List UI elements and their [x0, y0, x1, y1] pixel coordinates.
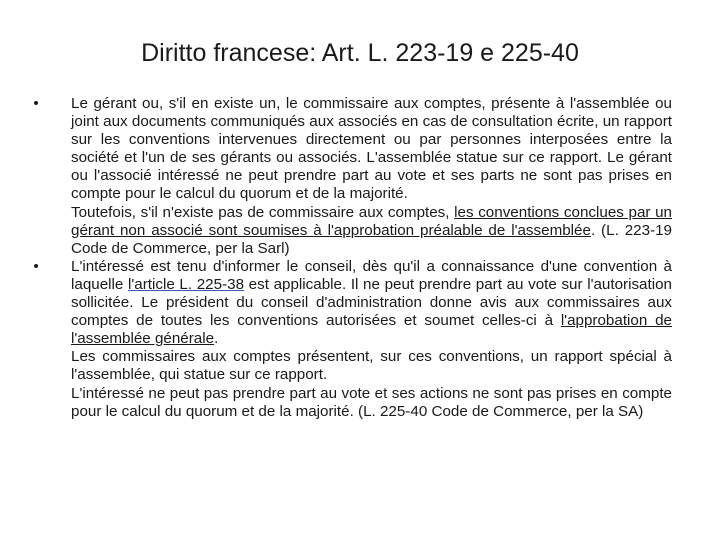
slide-body — [30, 95, 672, 421]
bullet-marker: • — [33, 257, 39, 275]
underlined-text: l'approbation de l'assemblée générale — [71, 312, 672, 348]
underlined-text: les conventions conclues par un gérant non associé sont soumises à l'approbation préalable de l'assemblée — [71, 203, 672, 239]
bullet-marker: • — [33, 95, 39, 112]
bullet-paragraph: Les commissaires aux comptes présentent, sur ces conventions, un rapport spécial à l'assemblée, qui statue sur ce rapport. — [71, 348, 672, 384]
paragraph-text: . (L. 223-19 Code de Commerce, per la Sarl) — [71, 221, 672, 257]
bullet-paragraph — [71, 204, 672, 258]
paragraph-text: . — [214, 330, 219, 348]
paragraph-text: Toutefois, s'il n'existe pas de commissaire aux comptes, — [71, 203, 455, 221]
slide-title: Diritto francese: Art. L. 223-19 e 225-40 — [141, 39, 579, 67]
bullet-paragraph — [71, 258, 672, 348]
bullet-paragraph: Le gérant ou, s'il en existe un, le commissaire aux comptes, présente à l'assemblée ou joint aux documents communiqués aux associés en cas de consultation écrite, un rapport sur les conventions intervenues directement ou par personnes interposées entre la société et l'un de ses gérants ou associés. L'assemblée statue sur ce rapport. Le gérant ou l'associé intéressé ne peut prendre part au vote et ses parts ne sont pas prises en compte pour le calcul du quorum et de la majorité. — [71, 95, 672, 203]
bullet-item — [30, 258, 672, 421]
paragraph-text: L'intéressé est tenu d'informer le conseil, dès qu'il a connaissance d'une convention à laquelle — [71, 257, 672, 293]
bullet-paragraph: L'intéressé ne peut pas prendre part au vote et ses actions ne sont pas prises en compte pour le calcul du quorum et de la majorité. (L. 225-40 Code de Commerce, per la SA) — [71, 384, 672, 420]
paragraph-text: est applicable. Il ne peut prendre part au vote sur l'autorisation sollicitée. Le président du conseil d'administration donne avis aux commissaires aux comptes de toutes les conventions autorisées et soumet celles-ci à — [71, 275, 672, 330]
bullet-item — [30, 95, 672, 258]
article-link[interactable]: l'article L. 225-38 — [128, 275, 245, 293]
